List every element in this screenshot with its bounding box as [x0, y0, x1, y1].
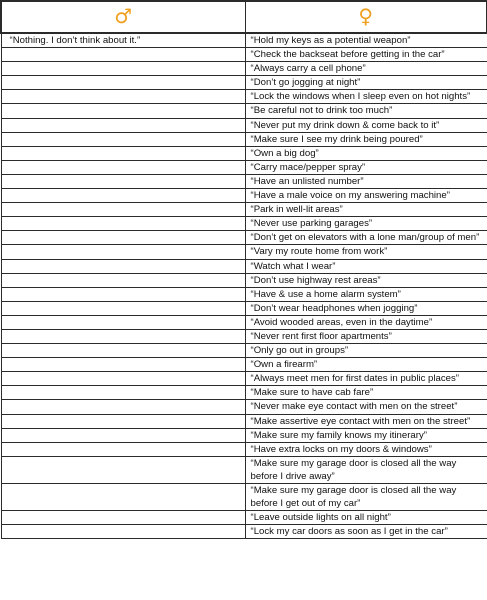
- table-row: [1, 400, 487, 414]
- female-response-cell: “Don’t wear headphones when jogging”: [245, 301, 487, 315]
- male-response-cell: [1, 301, 245, 315]
- male-response-cell: [1, 358, 245, 372]
- female-response-cell: “Never rent first floor apartments”: [245, 329, 487, 343]
- female-response-cell: “Avoid wooded areas, even in the daytime”: [245, 315, 487, 329]
- table-row: [1, 231, 487, 245]
- female-response-cell: “Watch what I wear”: [245, 259, 487, 273]
- male-response-cell: [1, 118, 245, 132]
- male-response-cell: [1, 287, 245, 301]
- male-response-cell: [1, 386, 245, 400]
- male-response-cell: [1, 203, 245, 217]
- female-response-cell: “Lock my car doors as soon as I get in the car”: [245, 525, 487, 539]
- male-response-cell: [1, 76, 245, 90]
- female-response-cell: “Only go out in groups”: [245, 344, 487, 358]
- table-row: [1, 273, 487, 287]
- female-response-cell: “Leave outside lights on all night”: [245, 511, 487, 525]
- table-row: [1, 189, 487, 203]
- table-row: [1, 160, 487, 174]
- male-response-cell: [1, 414, 245, 428]
- female-response-cell: “Never make eye contact with men on the street”: [245, 400, 487, 414]
- female-symbol-icon: ♀: [358, 4, 374, 29]
- male-response-cell: [1, 146, 245, 160]
- female-response-cell: “Be careful not to drink too much”: [245, 104, 487, 118]
- male-response-cell: [1, 511, 245, 525]
- male-response-cell: [1, 456, 245, 483]
- table-row: [1, 118, 487, 132]
- male-response-cell: [1, 259, 245, 273]
- female-response-cell: “Don’t use highway rest areas”: [245, 273, 487, 287]
- table-row: [1, 456, 487, 483]
- male-column-header: [1, 1, 245, 33]
- table-row: [1, 146, 487, 160]
- male-response-cell: [1, 329, 245, 343]
- female-response-cell: “Own a firearm”: [245, 358, 487, 372]
- table-row: [1, 203, 487, 217]
- table-row: [1, 315, 487, 329]
- female-response-cell: “Never put my drink down & come back to it”: [245, 118, 487, 132]
- male-response-cell: [1, 217, 245, 231]
- table-row: [1, 104, 487, 118]
- male-response-cell: “Nothing. I don’t think about it.”: [1, 33, 245, 48]
- table-row: [1, 329, 487, 343]
- table-row: [1, 511, 487, 525]
- male-response-cell: [1, 484, 245, 511]
- table-row: [1, 301, 487, 315]
- male-response-cell: [1, 189, 245, 203]
- female-response-cell: “Make sure to have cab fare”: [245, 386, 487, 400]
- male-response-cell: [1, 48, 245, 62]
- female-response-cell: “Make sure my garage door is closed all the way before I get out of my car”: [245, 484, 487, 511]
- table-row: [1, 442, 487, 456]
- table-row: [1, 428, 487, 442]
- male-response-cell: [1, 174, 245, 188]
- male-response-cell: [1, 90, 245, 104]
- table-row: [1, 76, 487, 90]
- male-response-cell: [1, 132, 245, 146]
- male-response-cell: [1, 62, 245, 76]
- female-response-cell: “Lock the windows when I sleep even on hot nights”: [245, 90, 487, 104]
- female-response-cell: “Hold my keys as a potential weapon”: [245, 33, 487, 48]
- female-response-cell: “Don’t go jogging at night”: [245, 76, 487, 90]
- male-symbol-icon: ♂: [114, 4, 133, 29]
- male-response-cell: [1, 372, 245, 386]
- female-response-cell: “Always carry a cell phone”: [245, 62, 487, 76]
- table-row: [1, 33, 487, 48]
- female-response-cell: “Own a big dog”: [245, 146, 487, 160]
- table-row: [1, 259, 487, 273]
- female-column-header: [245, 1, 487, 33]
- table-row: [1, 386, 487, 400]
- table-row: [1, 132, 487, 146]
- female-response-cell: “Never use parking garages”: [245, 217, 487, 231]
- female-response-cell: “Don’t get on elevators with a lone man/group of men”: [245, 231, 487, 245]
- table-row: [1, 372, 487, 386]
- male-response-cell: [1, 273, 245, 287]
- table-row: [1, 217, 487, 231]
- female-response-cell: “Carry mace/pepper spray”: [245, 160, 487, 174]
- table-body: [1, 33, 487, 539]
- table-row: [1, 245, 487, 259]
- female-response-cell: “Have an unlisted number”: [245, 174, 487, 188]
- table-row: [1, 344, 487, 358]
- male-response-cell: [1, 315, 245, 329]
- male-response-cell: [1, 344, 245, 358]
- male-response-cell: [1, 245, 245, 259]
- table-row: [1, 90, 487, 104]
- male-response-cell: [1, 400, 245, 414]
- table-row: [1, 414, 487, 428]
- table-row: [1, 48, 487, 62]
- male-response-cell: [1, 231, 245, 245]
- female-response-cell: “Have a male voice on my answering machine”: [245, 189, 487, 203]
- table-row: [1, 358, 487, 372]
- table-row: [1, 287, 487, 301]
- table-row: [1, 525, 487, 539]
- male-response-cell: [1, 525, 245, 539]
- female-response-cell: “Vary my route home from work”: [245, 245, 487, 259]
- male-response-cell: [1, 442, 245, 456]
- male-response-cell: [1, 104, 245, 118]
- table-row: [1, 174, 487, 188]
- female-response-cell: “Have extra locks on my doors & windows”: [245, 442, 487, 456]
- female-response-cell: “Check the backseat before getting in the car”: [245, 48, 487, 62]
- female-response-cell: “Always meet men for first dates in public places”: [245, 372, 487, 386]
- female-response-cell: “Park in well-lit areas”: [245, 203, 487, 217]
- female-response-cell: “Make sure my garage door is closed all the way before I drive away”: [245, 456, 487, 483]
- table-row: [1, 62, 487, 76]
- male-response-cell: [1, 428, 245, 442]
- table-row: [1, 484, 487, 511]
- male-response-cell: [1, 160, 245, 174]
- female-response-cell: “Have & use a home alarm system”: [245, 287, 487, 301]
- header-row: [1, 1, 487, 33]
- female-response-cell: “Make assertive eye contact with men on the street”: [245, 414, 487, 428]
- female-response-cell: “Make sure I see my drink being poured”: [245, 132, 487, 146]
- female-response-cell: “Make sure my family knows my itinerary”: [245, 428, 487, 442]
